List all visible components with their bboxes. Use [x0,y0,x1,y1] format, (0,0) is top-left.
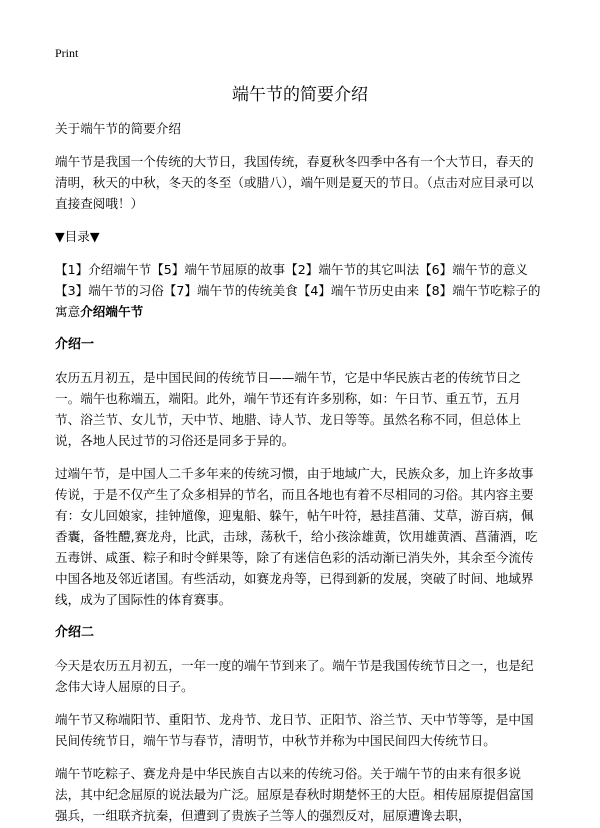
print-link[interactable]: Print [55,46,79,60]
section-1-paragraph: 过端午节，是中国人二千多年来的传统习惯，由于地域广大，民族众多，加上许多故事传说，于是不仅产生了众多相异的节名，而且各地也有着不尽相同的习俗。其内容主要有：女儿回娘家，挂钟馗像，迎鬼船、躲午，帖午叶符，悬挂菖蒲、艾草，游百病，佩香囊，备牲醴,赛龙舟，比武，击球，荡秋千，给小孩涂雄黄，饮用雄黄酒、菖蒲酒，吃五毒饼、咸蛋、粽子和时令鲜果等，除了有迷信色彩的活动渐已消失外，其余至今流传中国各地及邻近诸国。有些活动，如赛龙舟等，已得到新的发展，突破了时间、地域界线，成为了国际性的体育赛事。 [55,466,538,607]
subtitle: 关于端午节的简要介绍 [55,121,181,136]
section-2-paragraph: 端午节吃粽子、赛龙舟是中华民族自古以来的传统习俗。关于端午节的由来有很多说法，其中纪念屈原的说法最为广泛。屈原是春秋时期楚怀王的大臣。相传屈原提倡富国强兵，一组联齐抗秦，但遭到了贵族子兰等人的强烈反对，屈原遭谗去职， [55,766,534,823]
toc-heading: ▼目录▼ [55,229,100,244]
toc-item-3[interactable]: 【3】端午节的习俗 [55,283,164,298]
page-title: 端午节的简要介绍 [232,85,368,105]
section-1-paragraph: 农历五月初五，是中国民间的传统节日——端午节，它是中华民族古老的传统节日之一。端午也称端五，端阳。此外，端午节还有许多别称，如：午日节、重五节，五月节、浴兰节、女儿节，天中节、地腊、诗人节、龙日等等。虽然名称不同，但总体上说，各地人民过节的习俗还是同多于异的。 [55,370,521,448]
table-of-contents [55,259,545,322]
toc-item-6[interactable]: 【6】端午节的意义 [419,262,528,277]
toc-item-8[interactable]: 【8】端午节吃粽子的寓意 [55,283,541,319]
toc-item-2[interactable]: 【2】端午节的其它叫法 [285,262,420,277]
intro-paragraph: 端午节是我国一个传统的大节日，我国传统，春夏秋冬四季中各有一个大节日，春天的清明，秋天的中秋，冬天的冬至（或腊八），端午则是夏天的节日。（点击对应目录可以直接查阅哦！） [55,154,534,211]
toc-item-5[interactable]: 【5】端午节屈原的故事 [151,262,286,277]
document-content [55,118,545,828]
section-2-paragraph: 今天是农历五月初五，一年一度的端午节到来了。端午节是我国传统节日之一，也是纪念伟大诗人屈原的日子。 [55,658,534,694]
toc-tail-label: 介绍端午节 [80,304,144,319]
section-2-paragraph: 端午节又称端阳节、重阳节、龙舟节、龙日节、正阳节、浴兰节、天中节等等，是中国民间传统节日，端午节与春节，清明节，中秋节并称为中国民间四大传统节日。 [55,712,534,748]
section-heading-1: 介绍一 [55,337,95,352]
section-heading-2: 介绍二 [55,625,95,640]
toc-item-4[interactable]: 【4】端午节历史由来 [297,283,420,298]
toc-item-7[interactable]: 【7】端午节的传统美食 [163,283,298,298]
toc-item-1[interactable]: 【1】介绍端午节 [55,262,152,277]
